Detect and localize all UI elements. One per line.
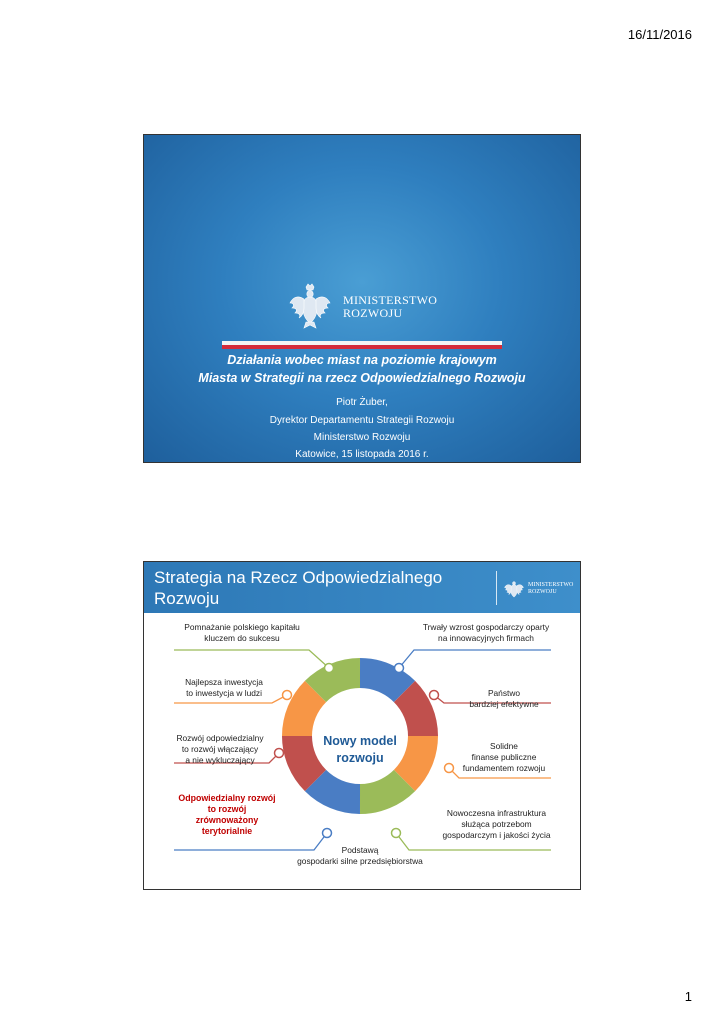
label-line: terytorialnie <box>201 826 253 836</box>
label-tl1 <box>172 622 312 644</box>
eagle-emblem-icon <box>289 283 331 329</box>
header-divider <box>496 571 497 605</box>
logo-line-1: MINISTERSTWO <box>528 582 574 588</box>
label-bottom <box>280 845 440 867</box>
center-label <box>310 733 410 767</box>
ministry-logo-text <box>528 582 573 596</box>
polish-flag-stripe <box>222 341 502 349</box>
label-line: Najlepsza inwestycja <box>185 677 263 687</box>
label-line: kluczem do sukcesu <box>204 633 280 643</box>
ring-segment-orange-left-top <box>297 692 316 737</box>
label-line: służąca potrzebom <box>461 819 532 829</box>
label-line: bardziej efektywne <box>469 699 539 709</box>
logo-line-2: ROZWOJU <box>528 589 557 595</box>
eagle-emblem-icon <box>504 578 524 600</box>
label-line: to inwestycja w ludzi <box>186 688 262 698</box>
center-line-2: rozwoju <box>336 751 384 765</box>
slide-title-line-1: Działania wobec miast na poziomie krajowym <box>227 353 497 367</box>
connector-tr1 <box>399 650 551 668</box>
label-line: Państwo <box>487 688 521 698</box>
label-line: Podstawą <box>341 845 379 855</box>
title-slide <box>143 134 581 463</box>
label-tl2 <box>164 677 284 699</box>
label-line: na innowacyjnych firmach <box>438 633 534 643</box>
ring-segment-blue-bottom-left <box>316 781 361 800</box>
label-line: Pomnażanie polskiego kapitału <box>184 622 300 632</box>
author-position: Dyrektor Departamentu Strategii Rozwoju <box>269 415 455 426</box>
ring-segment-red-right-top <box>405 692 424 737</box>
connector-dot <box>395 664 404 673</box>
author: Piotr Żuber, <box>336 397 388 408</box>
page-number: 1 <box>684 989 692 1004</box>
page-date: 16/11/2016 <box>627 27 692 42</box>
connector-tl1 <box>174 650 329 668</box>
header-title-line-2: Rozwoju <box>154 589 220 608</box>
logo-line-2: ROZWOJU <box>343 306 403 320</box>
label-line: Rozwój odpowiedzialny <box>176 733 264 743</box>
label-line: Nowoczesna infrastruktura <box>446 808 547 818</box>
label-tr4 <box>424 808 569 841</box>
label-line: to rozwój <box>207 804 247 814</box>
label-tr2 <box>444 688 564 710</box>
ring-segment-green-bottom-right <box>360 781 405 800</box>
connector-dot <box>325 664 334 673</box>
slide-title-line-2: Miasta w Strategii na rzecz Odpowiedzialnego Rozwoju <box>198 371 526 385</box>
label-tr1 <box>406 622 566 644</box>
label-line: finanse publiczne <box>471 752 537 762</box>
label-tl3 <box>160 733 280 766</box>
label-line: zrównoważony <box>195 815 259 825</box>
center-line-1: Nowy model <box>323 734 397 748</box>
ring-segment-green-top-left <box>316 673 361 692</box>
label-line: to rozwój włączający <box>181 744 259 754</box>
label-line: Odpowiedzialny rozwój <box>178 793 276 803</box>
ring-segment-blue-top <box>360 673 405 692</box>
header-title-line-1: Strategia na Rzecz Odpowiedzialnego <box>154 568 443 587</box>
slide-header-title <box>154 567 484 609</box>
ministry-logo-text <box>343 294 437 320</box>
logo-line-1: MINISTERSTWO <box>343 293 438 307</box>
strategy-slide <box>143 561 581 890</box>
place-date: Katowice, 15 listopada 2016 r. <box>295 449 429 460</box>
connector-dot <box>392 829 401 838</box>
label-line: gospodarczym i jakości życia <box>442 830 551 840</box>
connector-dot <box>430 691 439 700</box>
label-line: gospodarki silne przedsiębiorstwa <box>297 856 423 866</box>
label-line: a nie wykluczający <box>185 755 255 765</box>
label-tl4 <box>162 793 292 837</box>
ministry-name: Ministerstwo Rozwoju <box>313 432 411 443</box>
label-line: Solidne <box>490 741 518 751</box>
label-line: fundamentem rozwoju <box>462 763 546 773</box>
label-tr3 <box>444 741 564 774</box>
connector-dot <box>323 829 332 838</box>
label-line: Trwały wzrost gospodarczy oparty <box>422 622 550 632</box>
slide-header <box>144 562 580 613</box>
